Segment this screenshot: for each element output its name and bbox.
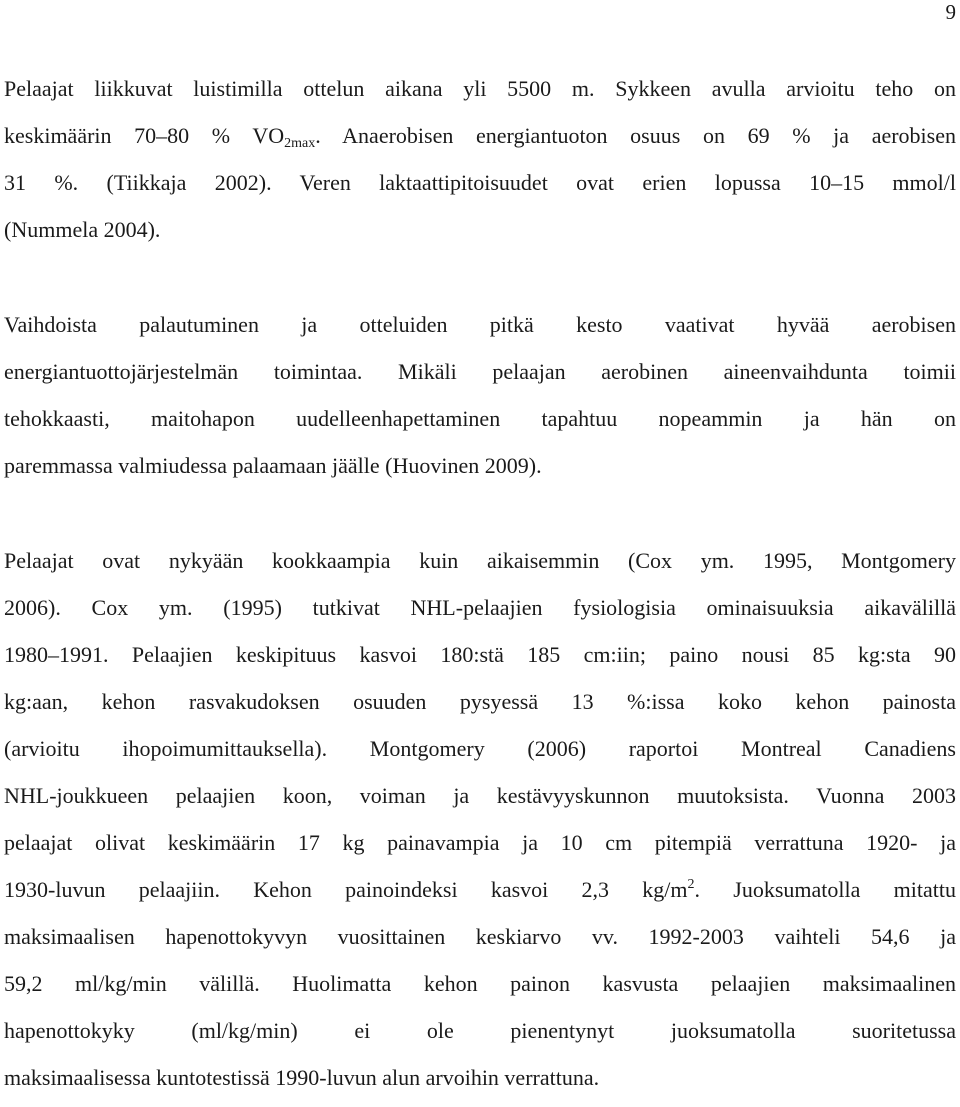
text-line: Pelaajat ovat nykyään kookkaampia kuin aikaisemmin (Cox ym. 1995, Montgomery (4, 548, 956, 573)
text-line: Pelaajat liikkuvat luistimilla ottelun aikana yli 5500 m. Sykkeen avulla arvioitu teho on (4, 76, 956, 101)
text-segment: 1930-luvun pelaajiin. Kehon painoindeksi kasvoi 2,3 kg/m (4, 877, 688, 902)
text-line: (arvioitu ihopoimumittauksella). Montgomery (2006) raportoi Montreal Canadiens (4, 736, 956, 761)
superscript: 2 (687, 877, 695, 892)
text-line: 1980–1991. Pelaajien keskipituus kasvoi 180:stä 185 cm:iin; paino nousi 85 kg:sta 90 (4, 642, 956, 667)
text-segment: . Anaerobisen energiantuoton osuus on 69 % ja aerobisen (315, 123, 956, 148)
paragraph-spacer (4, 253, 956, 301)
text-line (4, 112, 956, 159)
text-line: tehokkaasti, maitohapon uudelleenhapettaminen tapahtuu nopeammin ja hän on (4, 406, 956, 431)
text-line: kg:aan, kehon rasvakudoksen osuuden pysyessä 13 %:issa koko kehon painosta (4, 689, 956, 714)
text-line: energiantuottojärjestelmän toimintaa. Mikäli pelaajan aerobinen aineenvaihdunta toimii (4, 359, 956, 384)
text-segment: keskimäärin 70–80 % VO (4, 123, 285, 148)
text-line: paremmassa valmiudessa palaamaan jäälle (Huovinen 2009). (4, 453, 542, 478)
text-line: hapenottokyky (ml/kg/min) ei ole pienentynyt juoksumatolla suoritetussa (4, 1018, 956, 1043)
paragraph-spacer (4, 489, 956, 537)
text-line: (Nummela 2004). (4, 217, 161, 242)
paragraph-2 (4, 301, 956, 489)
text-line: 31 %. (Tiikkaja 2002). Veren laktaattipitoisuudet ovat erien lopussa 10–15 mmol/l (4, 170, 956, 195)
paragraph-1 (4, 65, 956, 253)
text-line: Vaihdoista palautuminen ja otteluiden pitkä kesto vaativat hyvää aerobisen (4, 312, 956, 337)
text-line: 2006). Cox ym. (1995) tutkivat NHL-pelaajien fysiologisia ominaisuuksia aikavälillä (4, 595, 956, 620)
subscript: 2max (284, 136, 316, 151)
text-segment: . Juoksumatolla mitattu (694, 877, 956, 902)
text-line: maksimaalisen hapenottokyvyn vuosittainen keskiarvo vv. 1992-2003 vaihteli 54,6 ja (4, 924, 956, 949)
text-line: 59,2 ml/kg/min välillä. Huolimatta kehon painon kasvusta pelaajien maksimaalinen (4, 971, 956, 996)
text-line: NHL-joukkueen pelaajien koon, voiman ja kestävyyskunnon muutoksista. Vuonna 2003 (4, 783, 956, 808)
document-body (4, 65, 956, 1101)
text-line: pelaajat olivat keskimäärin 17 kg painavampia ja 10 cm pitempiä verrattuna 1920- ja (4, 830, 956, 855)
paragraph-3 (4, 537, 956, 1101)
text-line (4, 866, 956, 913)
text-line: maksimaalisessa kuntotestissä 1990-luvun alun arvoihin verrattuna. (4, 1065, 600, 1090)
page-number: 9 (945, 0, 956, 24)
